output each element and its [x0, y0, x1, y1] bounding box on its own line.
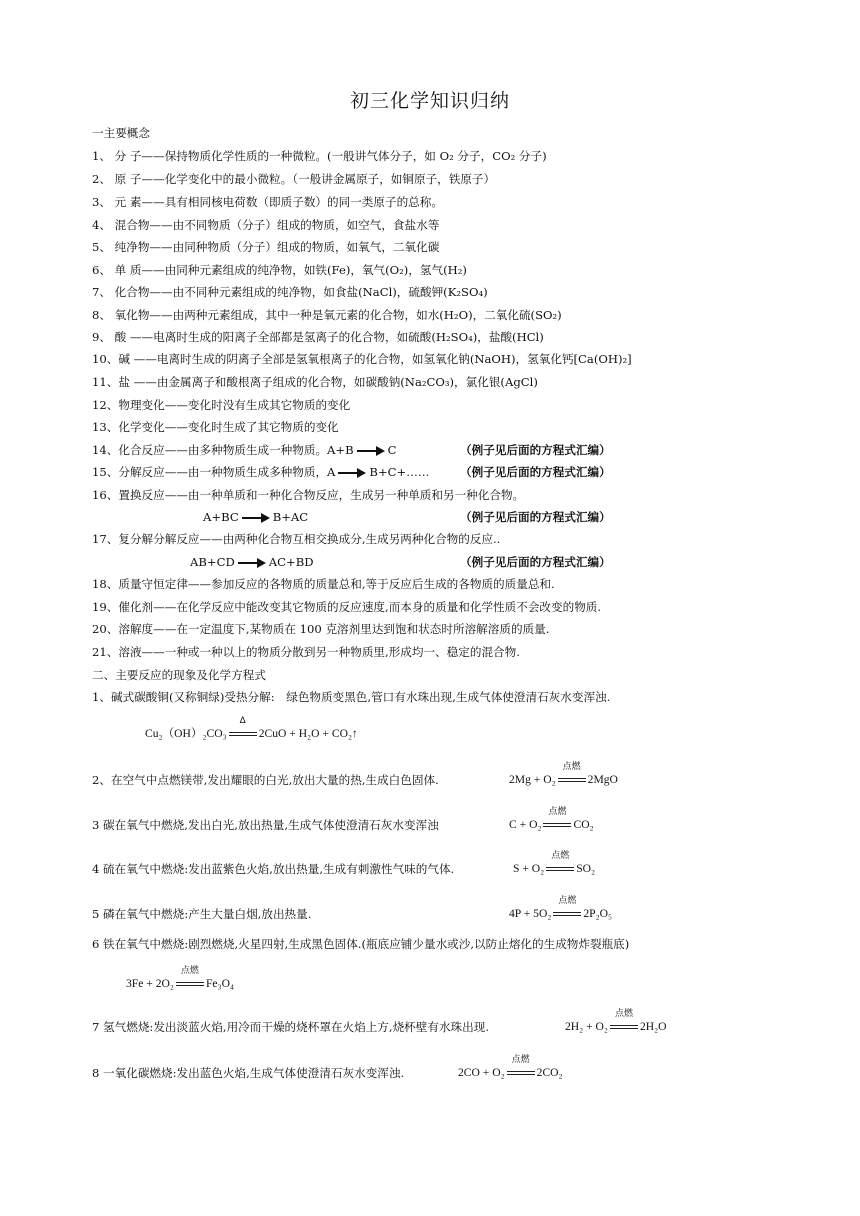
concept-item: 8、 氧化物——由两种元素组成，其中一种是氧元素的化合物，如水(H₂O)，二氧化硫(SO₂)	[92, 308, 562, 322]
heat-condition	[228, 716, 258, 741]
equation-left: 3Fe + 2O₂	[126, 977, 174, 990]
section2-heading: 二、主要反应的现象及化学方程式	[92, 668, 266, 682]
equation	[509, 762, 618, 787]
equation-right: 2H₂O	[639, 1020, 667, 1033]
formula-right: B+AC	[272, 510, 309, 524]
ignite-condition	[545, 851, 575, 876]
equation	[513, 851, 596, 876]
example-note: （例子见后面的方程式汇编）	[460, 443, 611, 457]
concept-item: 11、盐 ——由金属离子和酸根离子组成的化合物，如碳酸钠(Na₂CO₃)，氯化银(AgCl)	[92, 375, 538, 389]
item-text: 15、分解反应——由一种物质生成多种物质，A	[92, 465, 336, 479]
equation	[458, 1055, 563, 1080]
condition-label: 点燃	[548, 807, 567, 818]
ignite-condition	[506, 1055, 536, 1080]
example-note: （例子见后面的方程式汇编）	[460, 510, 611, 524]
equation	[509, 896, 613, 921]
ignite-condition	[609, 1009, 639, 1034]
right-arrow-icon	[238, 557, 266, 569]
page-title: 初三化学知识归纳	[349, 90, 510, 112]
concept-item: 12、物理变化——变化时没有生成其它物质的变化	[92, 398, 351, 412]
reaction-desc: 6 铁在氧气中燃烧:剧烈燃烧,火星四射,生成黑色固体.(瓶底应铺少量水或沙,以防止熔化的生成物炸裂瓶底)	[92, 937, 630, 951]
equation-left: 4P + 5O₂	[509, 907, 552, 920]
concept-item-15	[92, 465, 429, 479]
formula-left: A+BC	[203, 510, 239, 524]
concept-item: 9、 酸 ——电离时生成的阳离子全部都是氢离子的化合物，如硫酸(H₂SO₄)，盐酸(HCl)	[92, 330, 544, 344]
reaction-desc: 5 磷在氧气中燃烧:产生大量白烟,放出热量.	[92, 907, 312, 921]
reaction-desc: 3 碳在氧气中燃烧,发出白光,放出热量,生成气体使澄清石灰水变浑浊	[92, 818, 439, 832]
condition-label: 点燃	[614, 1009, 633, 1020]
right-arrow-icon	[242, 512, 270, 524]
ignite-condition	[542, 807, 572, 832]
condition-label: Δ	[239, 716, 246, 727]
equation	[145, 716, 358, 741]
reaction-desc: 4 硫在氧气中燃烧:发出蓝紫色火焰,放出热量,生成有刺激性气味的气体.	[92, 862, 455, 876]
section1-heading: 一主要概念	[92, 126, 150, 140]
concept-item: 4、 混合物——由不同物质（分子）组成的物质，如空气，食盐水等	[92, 218, 440, 232]
ignite-condition	[175, 966, 205, 991]
equation-right: SO₂	[576, 862, 596, 875]
concept-item: 2、 原 子——化学变化中的最小微粒。（一般讲金属原子，如铜原子，铁原子）	[92, 172, 496, 186]
reaction-desc: 1、碱式碳酸铜(又称铜绿)受热分解: 绿色物质变黑色,管口有水珠出现,生成气体使澄清石灰水变浑浊.	[92, 690, 611, 704]
condition-label: 点燃	[551, 851, 570, 862]
example-note: （例子见后面的方程式汇编）	[460, 555, 611, 569]
reaction-formula	[203, 510, 308, 524]
item-text: 14、化合反应——由多种物质生成一种物质。A+B	[92, 443, 354, 457]
concept-item: 13、化学变化——变化时生成了其它物质的变化	[92, 420, 339, 434]
concept-item-14	[92, 443, 397, 457]
condition-label: 点燃	[511, 1055, 530, 1066]
condition-label: 点燃	[558, 896, 577, 907]
concept-item: 19、催化剂——在化学反应中能改变其它物质的反应速度,而本身的质量和化学性质不会改变的物质.	[92, 600, 602, 614]
concept-item: 18、质量守恒定律——参加反应的各物质的质量总和,等于反应后生成的各物质的质量总和.	[92, 577, 555, 591]
concept-item: 10、碱 ——电离时生成的阴离子全部是氢氧根离子的化合物，如氢氧化钠(NaOH)，氢氧化钙[Ca(OH)₂]	[92, 352, 632, 366]
concept-item: 20、溶解度——在一定温度下,某物质在 100 克溶剂里达到饱和状态时所溶解溶质的质量.	[92, 622, 550, 636]
equation-left: Cu₂（OH）₂CO₃	[145, 727, 227, 740]
equation-right: 2CuO + H₂O + CO₂↑	[258, 727, 358, 740]
concept-item: 5、 纯净物——由同种物质（分子）组成的物质，如氧气，二氧化碳	[92, 240, 440, 254]
concept-item: 3、 元 素——具有相同核电荷数（即质子数）的同一类原子的总称。	[92, 195, 443, 209]
reaction-formula	[190, 555, 314, 569]
right-arrow-icon	[338, 467, 366, 479]
reaction-desc: 2、在空气中点燃镁带,发出耀眼的白光,放出大量的热,生成白色固体.	[92, 773, 439, 787]
reaction-desc: 7 氢气燃烧:发出淡蓝火焰,用冷而干燥的烧杯罩在火焰上方,烧杯壁有水珠出现.	[92, 1020, 490, 1034]
equation-right: 2MgO	[587, 773, 618, 786]
reaction-desc: 8 一氧化碳燃烧:发出蓝色火焰,生成气体使澄清石灰水变浑浊.	[92, 1066, 405, 1080]
concept-item: 6、 单 质——由同种元素组成的纯净物，如铁(Fe)，氧气(O₂)，氢气(H₂)	[92, 263, 467, 277]
equation	[509, 807, 594, 832]
concept-item-16: 16、置换反应——由一种单质和一种化合物反应，生成另一种单质和另一种化合物。	[92, 488, 525, 502]
equation-right: 2CO₂	[536, 1066, 563, 1079]
equation-left: 2H₂ + O₂	[565, 1020, 608, 1033]
condition-label: 点燃	[562, 762, 581, 773]
item-tail: B+C+……	[369, 465, 430, 479]
ignite-condition	[552, 896, 582, 921]
equation-right: 2P₂O₅	[583, 907, 613, 920]
concept-item-17: 17、复分解分解反应——由两种化合物互相交换成分,生成另两种化合物的反应..	[92, 532, 501, 546]
formula-left: AB+CD	[190, 555, 235, 569]
equation	[126, 966, 234, 991]
equation-right: Fe₃O₄	[205, 977, 234, 990]
concept-item: 21、溶液——一种或一种以上的物质分散到另一种物质里,形成均一、稳定的混合物.	[92, 645, 520, 659]
equation-left: S + O₂	[513, 862, 545, 875]
example-note: （例子见后面的方程式汇编）	[460, 465, 611, 479]
ignite-condition	[557, 762, 587, 787]
concept-item: 1、 分 子——保持物质化学性质的一种微粒。(一般讲气体分子，如 O₂ 分子，CO₂ 分子)	[92, 149, 547, 163]
concept-item: 7、 化合物——由不同种元素组成的纯净物，如食盐(NaCl)，硫酸钾(K₂SO₄)	[92, 285, 488, 299]
item-tail: C	[387, 443, 397, 457]
equation-right: CO₂	[573, 818, 594, 831]
formula-right: AC+BD	[268, 555, 314, 569]
condition-label: 点燃	[180, 966, 199, 977]
equation-left: C + O₂	[509, 818, 542, 831]
right-arrow-icon	[357, 445, 385, 457]
equation-left: 2Mg + O₂	[509, 773, 556, 786]
equation-left: 2CO + O₂	[458, 1066, 505, 1079]
equation	[565, 1009, 667, 1034]
